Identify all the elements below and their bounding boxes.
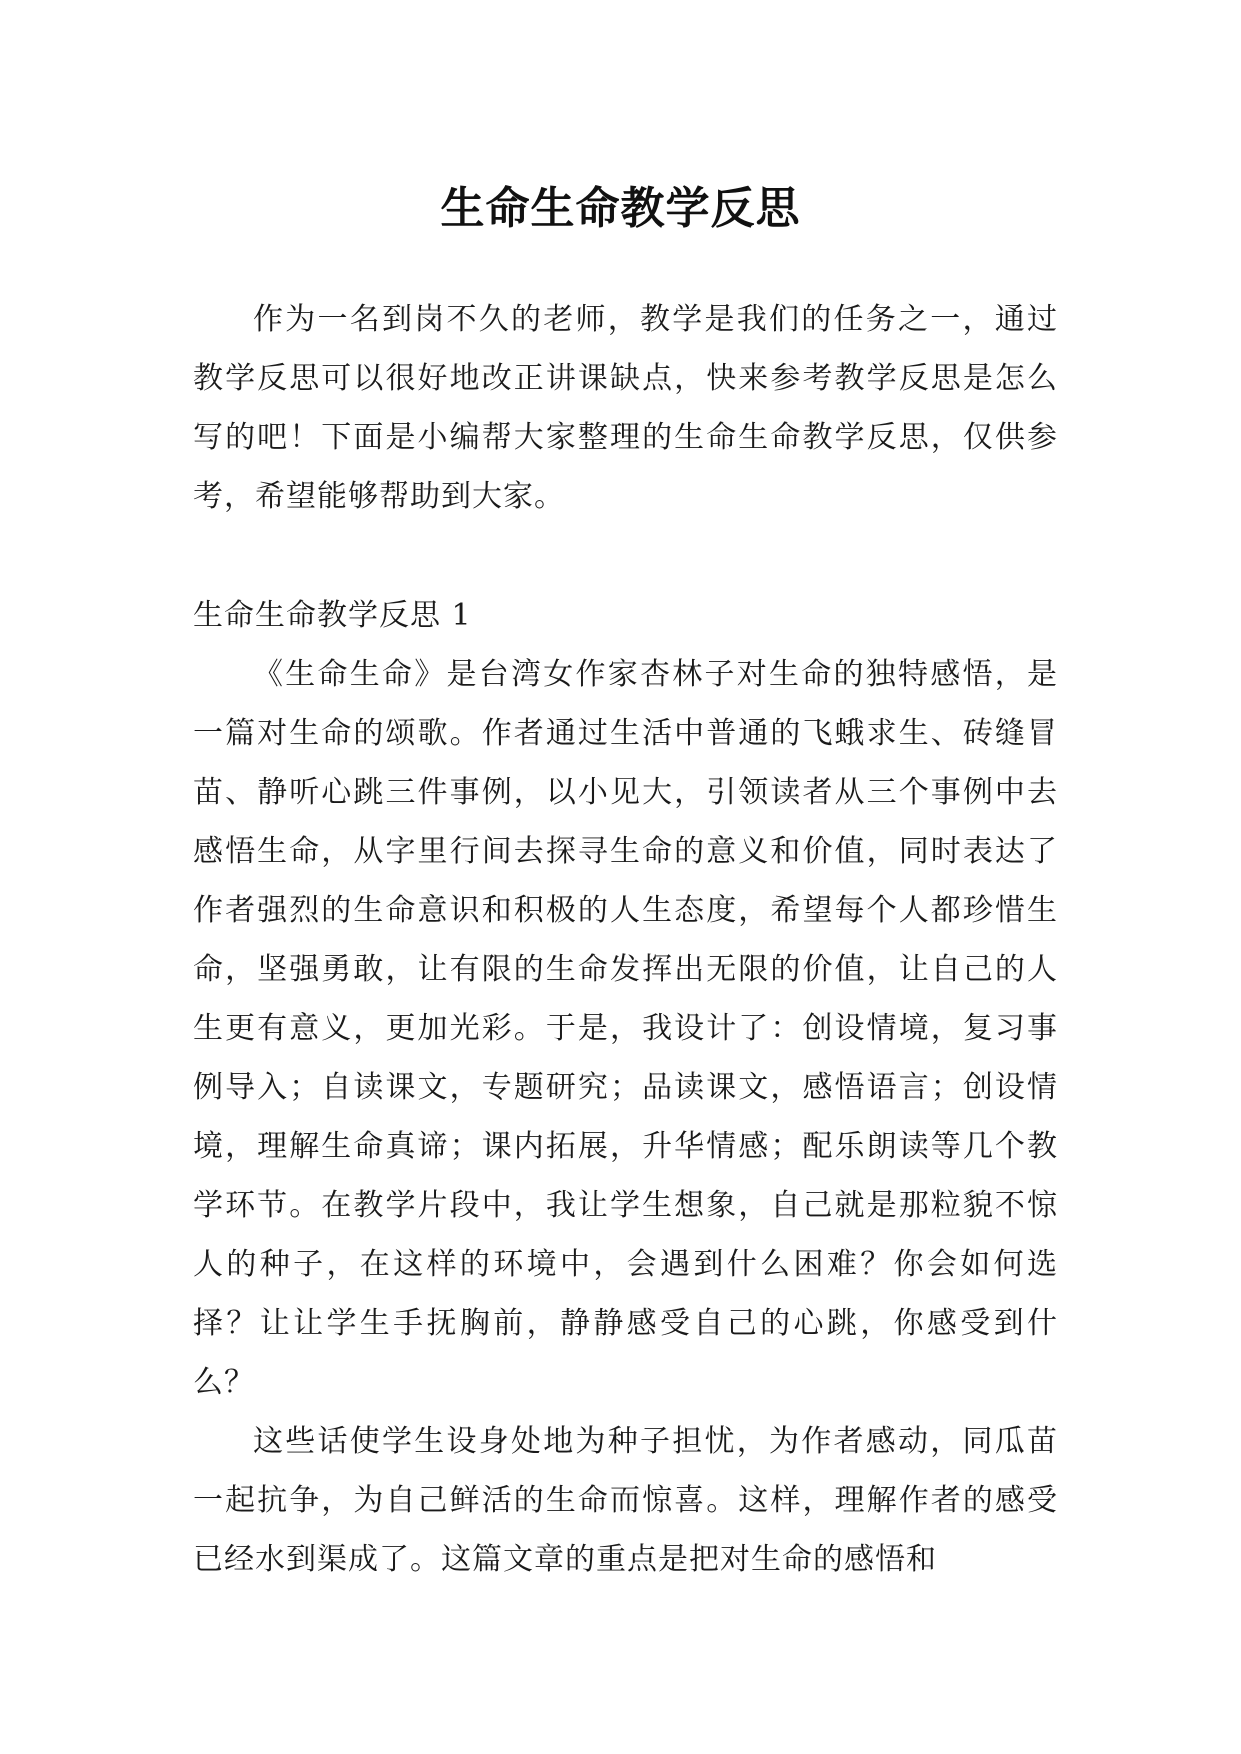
document-title: 生命生命教学反思 <box>440 183 801 235</box>
section-heading: 生命生命教学反思 1 <box>193 598 472 633</box>
document-body <box>193 290 1058 1589</box>
intro-paragraph: 作为一名到岗不久的老师，教学是我们的任务之一，通过教学反思可以很好地改正讲课缺点，快来参考教学反思是怎么写的吧！下面是小编帮大家整理的生命生命教学反思，仅供参考，希望能够帮助到大家。 <box>193 302 1058 514</box>
body-paragraph-2: 这些话使学生设身处地为种子担忧，为作者感动，同瓜苗一起抗争，为自己鲜活的生命而惊喜。这样，理解作者的感受已经水到渠成了。这篇文章的重点是把对生命的感悟和 <box>193 1424 1058 1577</box>
body-paragraph-1: 《生命生命》是台湾女作家杏林子对生命的独特感悟，是一篇对生命的颂歌。作者通过生活中普通的飞蛾求生、砖缝冒苗、静听心跳三件事例，以小见大，引领读者从三个事例中去感悟生命，从字里行间去探寻生命的意义和价值，同时表达了作者强烈的生命意识和积极的人生态度，希望每个人都珍惜生命，坚强勇敢，让有限的生命发挥出无限的价值，让自己的人生更有意义，更加光彩。于是，我设计了：创设情境，复习事例导入；自读课文，专题研究；品读课文，感悟语言；创设情境，理解生命真谛；课内拓展，升华情感；配乐朗读等几个教学环节。在教学片段中，我让学生想象，自己就是那粒貌不惊人的种子，在这样的环境中，会遇到什么困难？你会如何选择？让让学生手抚胸前，静静感受自己的心跳，你感受到什么？ <box>193 657 1058 1400</box>
